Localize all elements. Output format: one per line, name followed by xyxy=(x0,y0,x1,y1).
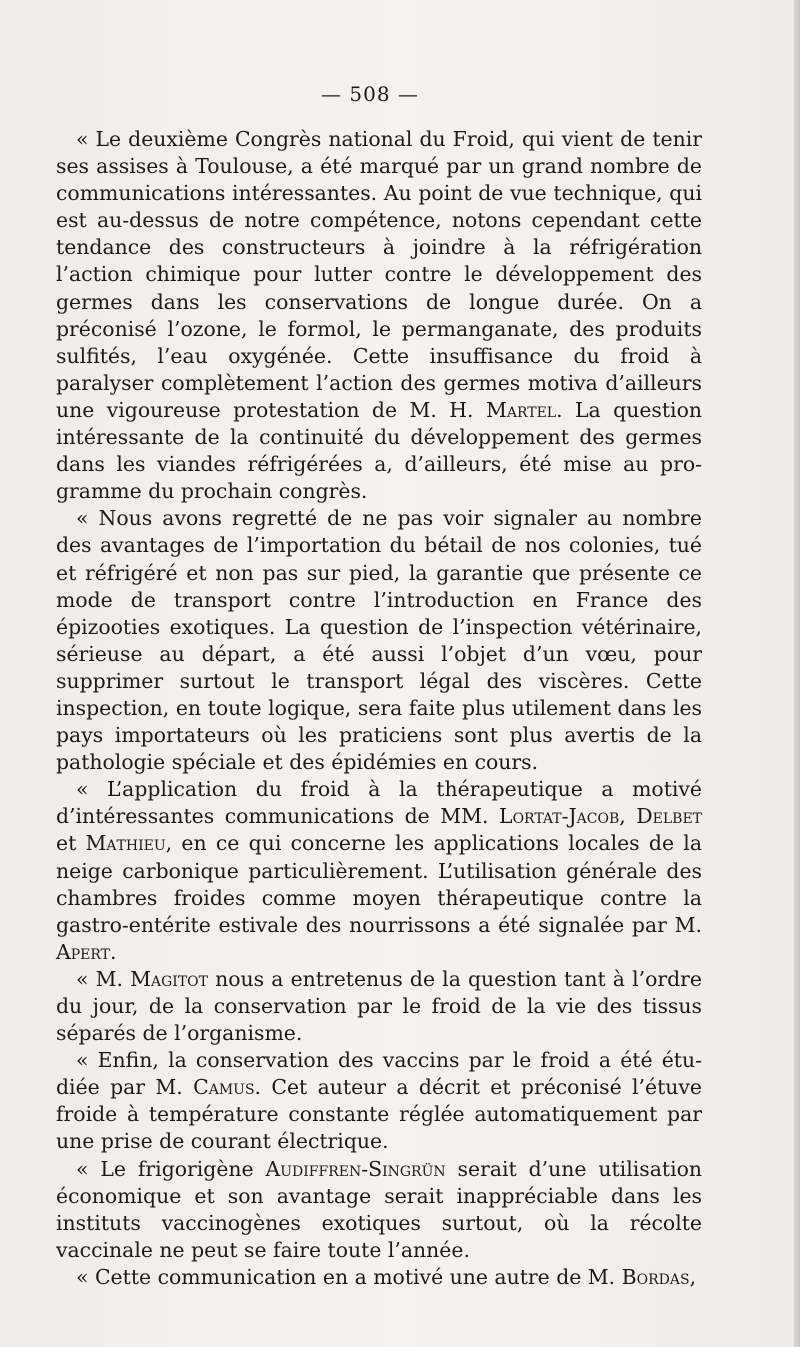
paragraph xyxy=(56,966,702,1047)
text-run: . Cet auteur a décrit et préconisé l’étuve froide à température constante réglée automatiquement par une prise de courant électrique. xyxy=(56,1075,702,1154)
author-name: Bordas xyxy=(621,1264,690,1289)
text-run: « Le frigorigène xyxy=(76,1156,266,1181)
author-name: Audiffren-Singrün xyxy=(265,1156,446,1181)
text-run: , en ce qui concerne les applications locales de la neige carbonique particulièrement. L’utilisation générale des chambres froides comme moyen thérapeutique contre la gastro-entérite estivale des nourrissons a été signalée par M. xyxy=(56,831,702,937)
text-run: , xyxy=(689,1264,697,1289)
text-run: nous a entretenus de la question tant à l’ordre du jour, de la conservation par le froid de la vie des tissus séparés de l’organisme. xyxy=(56,966,702,1046)
text-run: « M. xyxy=(76,966,131,991)
author-name: Martel xyxy=(485,397,557,422)
paragraph xyxy=(56,1047,702,1155)
text-run: « Enfin, la conservation des vaccins par le froid a été étudiée par M. xyxy=(56,1048,702,1100)
text-run: « Nous avons regretté de ne pas voir signaler au nombre des avantages de l’importation du bétail de nos colonies, tué et réfrigéré et non pas sur pied, la garantie que présente ce mode de transport contre l’introduction en France des épizooties exotiques. La question de l’inspection vétérinaire, sérieuse au départ, a été aussi l’objet d’un vœu, pour supprimer surtout le transport légal des viscères. Cette inspection, en toute logique, sera faite plus utilement dans les pays importateurs où les praticiens sont plus avertis de la pathologie spéciale et des épidémies en cours. xyxy=(56,506,702,775)
author-name: Lortat-Jacob xyxy=(499,804,620,829)
text-run: . xyxy=(110,939,117,964)
author-name: Magitot xyxy=(130,966,208,991)
text-run: . La question intéressante de la continuité du développement des germes dans les viandes réfrigérées a, d’ailleurs, été mise au programme du prochain congrès. xyxy=(56,397,702,504)
page-edge-shadow xyxy=(794,0,800,1347)
paragraph xyxy=(56,505,702,776)
text-run: « L’application du froid à la thérapeutique a motivé d’intéressantes communications de MM. xyxy=(56,777,702,829)
paragraph xyxy=(56,1264,702,1291)
text-run: « Cette communication en a motivé une autre de M. xyxy=(76,1264,622,1289)
author-name: Camus xyxy=(193,1075,255,1100)
page-number: — 508 — xyxy=(321,82,419,106)
author-name: Mathieu xyxy=(85,831,166,856)
paragraph xyxy=(56,776,702,966)
text-run: « Le deuxième Congrès national du Froid, qui vient de tenir ses assises à Toulouse, a été marqué par un grand nombre de communications intéressantes. Au point de vue technique, qui est au-dessus de notre compétence, notons cependant cette tendance des constructeurs à joindre à la réfrigération l’action chimique pour lutter contre le développement des germes dans les conservations de longue durée. On a préconisé l’ozone, le formol, le permanganate, des produits sulfités, l’eau oxygénée. Cette insuffisance du froid à paralyser complètement l’action des germes motiva d’ailleurs une vigoureuse protestation de M. H. xyxy=(56,127,702,422)
paragraph xyxy=(56,126,702,505)
author-name: Apert xyxy=(56,939,110,964)
text-run: serait d’une utilisation économique et son avantage serait inappréciable dans les instituts vaccinogènes exotiques surtout, où la récolte vaccinale ne peut se faire toute l’année. xyxy=(56,1156,702,1262)
author-name: Delbet xyxy=(636,804,703,829)
text-run: et xyxy=(56,831,86,856)
paragraph xyxy=(56,1156,702,1264)
body-text xyxy=(56,126,702,1291)
text-run: , xyxy=(619,804,637,829)
